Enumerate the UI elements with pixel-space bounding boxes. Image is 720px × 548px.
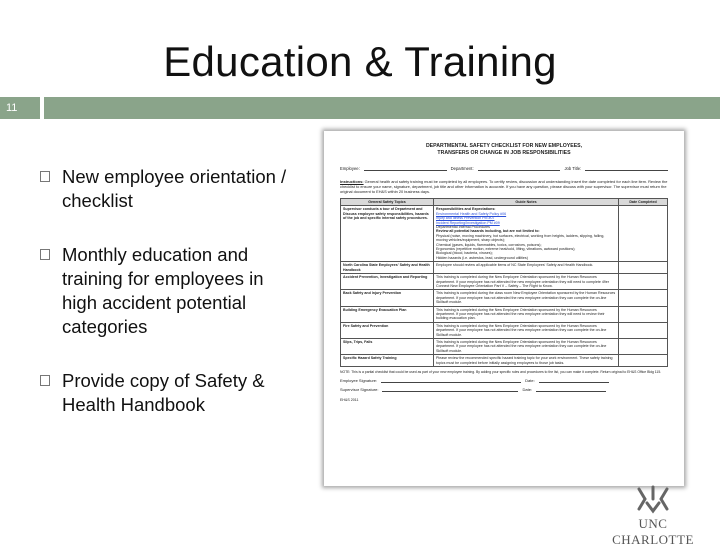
slide-title: Education & Training — [163, 38, 557, 85]
checklist-document-image — [324, 131, 684, 486]
bullet-item: Monthly education and training for employees in high accident potential categories — [40, 243, 302, 339]
bullet-item: New employee orientation / checklist — [40, 165, 302, 213]
employee-row: Employee: Department: Job Title: — [340, 166, 668, 171]
table-row: Slips, Trips, Falls This training is completed during the New Employee Orientation sponsored by the Human Resources department. If your employee has not attended the new employee orientation they can complete the on-line Skillsoft module. — [341, 338, 668, 354]
table-row: Supervisor conducts a tour of Department and Discuss employee safety responsibilities, hazards of the job and specific internal safety procedures. Responsibilities and Expectations: Environmental Health and Safety Policy #06 Injury and Illness Prevention PM #07 Incident Reporting/Investigation PM #09 Departmental Internal Procedures Review all potential hazards including, but are not limited to: Physical (noise, moving machinery, hot surfaces, electrical, working from heights, ladders, slipping, falling, moving vehicles/equipment, sharp objects); Chemical (gases, liquids, flammables, toxics, corrosives, poisons); Ergonomics (repetitive motion, extreme heat/cold, lifting, vibrations, awkward positions); Biological (blood, bacteria, viruses); Hidden hazards (i.e. asbestos, lead, underground utilities) — [341, 206, 668, 262]
slide-number: 11 — [0, 97, 40, 119]
bullet-item: Provide copy of Safety & Health Handbook — [40, 369, 302, 417]
document-footer: EH&S 2011 — [340, 398, 359, 403]
bullet-box-icon — [40, 249, 50, 260]
bullet-box-icon — [40, 171, 50, 182]
employee-signature-row: Employee Signature: Date: — [340, 378, 668, 383]
bullet-box-icon — [40, 375, 50, 386]
table-row: North Carolina State Employees' Safety and Health Handbook Employee should review all applicable items of NC State Employees' Safety and Health Handbook. — [341, 262, 668, 274]
bullet-list — [40, 165, 302, 447]
header-band — [44, 97, 720, 119]
table-row: Back Safety and Injury Prevention This training is completed during the class room New Employee Orientation sponsored by the Human Resources department. If your employee has not attended the new employee orientation they can complete the on-line Skillsoft module. — [341, 290, 668, 306]
table-row: Specific Hazard Safety Training Please review the recommended specific hazard training topic for your work environment. These safety training topics must be completed before initially assigning employees to those job tasks. — [341, 355, 668, 367]
table-row: Fire Safety and Prevention This training is completed during the New Employee Orientation sponsored by the Human Resources department. If your employee has not attended the new employee orientation they can complete the on-line Skillsoft module. — [341, 322, 668, 338]
document-note: NOTE: This is a partial checklist that could be used as part of your new employee training. By adding your specific rules and procedures to the list, you can make it complete. Return original to EH&S Office Bldg 115. — [340, 370, 662, 374]
table-row: Building Emergency Evacuation Plan This training is completed during the New Employee Orientation sponsored by the Human Resources department. If your employee has not attended the new employee orientation they will need to review their building evacuation plan. — [341, 306, 668, 322]
table-row: Accident Prevention, Investigation and Reporting This training is completed during the New Employee Orientation sponsored by the Human Resources department. If your employee has not attended the new employee orientation they will need to complete 49er Connect New Employee Orientation Part V – Safety – The Right to Know. — [341, 274, 668, 290]
instructions: Instructions: General health and safety training must be completed by all employees. To certify review, discussion and understanding insert the date completed for each line item. Review the checklist to ensure your name, signature, department, job title and other information is accurate. If you have any question, please discuss with your supervisor. The supervisor must return the original document to EH&S within 20 business days. — [340, 179, 668, 194]
document-title: DEPARTMENTAL SAFETY CHECKLIST FOR NEW EMPLOYEES, TRANSFERS OR CHANGE IN JOB RESPONSIBILITIES — [425, 143, 583, 156]
checklist-table: General Safety Topics Guide Notes Date Completed Supervisor conducts a tour of Department and Discuss employee safety responsibilities, hazards of the job and specific internal safety procedures. Responsibilities and Expectations: Environmental Health and Safety Policy #06 Injury and Illness Prevention PM #07 Incident Reporting/Investigation PM #09 Departmental Internal Procedures Review all potential hazards including, but are not limited to: Physical (noise, moving machinery, hot surfaces, electrical, working from heights, ladders, slipping, falling, moving vehicles/equipment, sharp objects); Chemical (gases, liquids, flammables, toxics, corrosives, poisons); Ergonomics (repetitive motion, extreme heat/cold, lifting, vibrations, awkward positions); Biological (blood, bacteria, viruses); Hidden hazards (i.e. asbestos, lead, underground utilities) North Carolina State Employees' Safety and Health Handbook Employee should review all applicable items of NC State Employees' Safety and Health Handbook. Accident Prevention, Investigation and Reporting This training is completed during the New Employee Orientation sponsored by the Human Resources department. If your employee has not attended the new employee orientation they will need to complete 49er Connect New Employee Orientation Part V – Safety – The Right to Know. Back Safety and Injury Prevention This training is completed during the class room New Employee Orientation sponsored by the Human Resources department. If your employee has not attended the new employee orientation they can complete the on-line Skillsoft module. Building Emergency Evacuation Plan This training is completed during the New Employee Orientation sponsored by the Human Resources department. If your employee has not attended the new employee orientation they will need to review their building evacuation plan. Fire Safety and Prevention This training is completed during the New Employee Orientation sponsored by the Human Resources department. If your employee has not attended the new employee orientation they can complete the on-line Skillsoft module. Slips, Trips, Falls This training is completed during the New Employee Orientation sponsored by the Human Resources department. If your employee has not attended the new employee orientation they can complete the on-line Skillsoft module. Specific Hazard Safety Training Please review the recommended specific hazard training topic for your work environment. These safety training topics must be completed before initially assigning employees to those job tasks. — [340, 198, 668, 367]
supervisor-signature-row: Supervisor Signature: Date: — [340, 387, 668, 392]
crown-icon — [631, 485, 675, 515]
unc-charlotte-logo: UNC CHARLOTTE — [598, 485, 708, 535]
